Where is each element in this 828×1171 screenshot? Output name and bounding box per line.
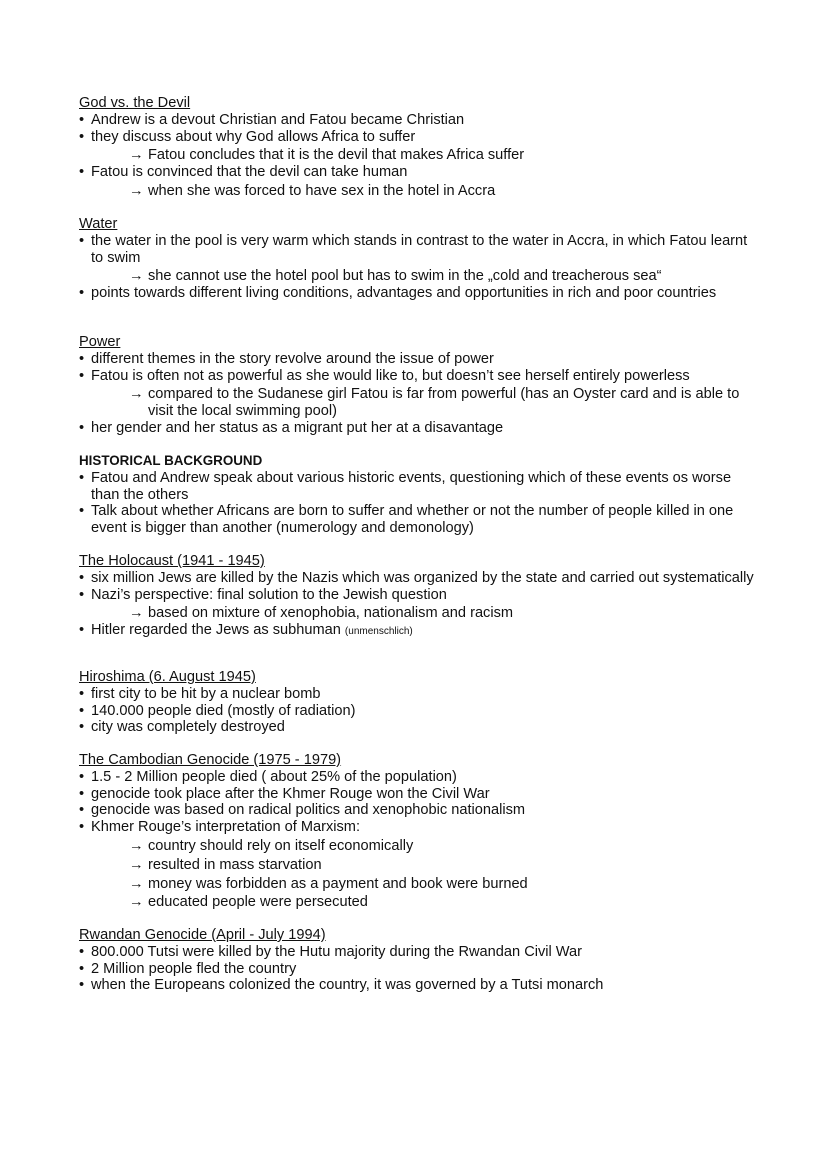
section-rwandan-genocide <box>79 927 759 994</box>
section-hiroshima <box>79 669 759 736</box>
arrow-item: → she cannot use the hotel pool but has to swim in the „cold and treacherous sea“ <box>79 268 759 285</box>
section-water <box>79 216 759 302</box>
section-heading: God vs. the Devil <box>79 95 191 111</box>
list-item: • her gender and her status as a migrant put her at a disavantage <box>79 420 759 437</box>
section-god-vs-devil <box>79 95 759 200</box>
list-item: • Khmer Rouge’s interpretation of Marxism: <box>79 819 759 836</box>
list-item: • 140.000 people died (mostly of radiation) <box>79 703 759 720</box>
list-item: • Fatou is convinced that the devil can take human <box>79 164 759 181</box>
list-item: • Fatou and Andrew speak about various historic events, questioning which of these events os worse than the others <box>79 470 759 504</box>
arrow-item: → compared to the Sudanese girl Fatou is far from powerful (has an Oyster card and is able to visit the local swimming pool) <box>79 386 759 420</box>
list-item: • first city to be hit by a nuclear bomb <box>79 686 759 703</box>
list-item: • when the Europeans colonized the country, it was governed by a Tutsi monarch <box>79 977 759 994</box>
arrow-item: → money was forbidden as a payment and book were burned <box>79 876 759 893</box>
arrow-item: → resulted in mass starvation <box>79 857 759 874</box>
list-item: • 800.000 Tutsi were killed by the Hutu majority during the Rwandan Civil War <box>79 944 759 961</box>
item-text: Hitler regarded the Jews as subhuman <box>91 622 341 639</box>
section-power <box>79 334 759 437</box>
bullet-list <box>79 112 759 200</box>
list-item: • six million Jews are killed by the Nazis which was organized by the state and carried out systematically <box>79 570 759 587</box>
section-heading: Rwandan Genocide (April - July 1994) <box>79 927 326 943</box>
bullet-list <box>79 944 759 994</box>
section-heading: The Holocaust (1941 - 1945) <box>79 553 265 569</box>
bullet-list <box>79 686 759 736</box>
list-item: • Talk about whether Africans are born to suffer and whether or not the number of people killed in one event is bigger than another (numerology and demonology) <box>79 503 759 537</box>
bullet-list <box>79 769 759 911</box>
list-item: • 1.5 - 2 Million people died ( about 25% of the population) <box>79 769 759 786</box>
section-cambodian-genocide <box>79 752 759 911</box>
bullet-list <box>79 351 759 437</box>
section-holocaust <box>79 553 759 641</box>
list-item: • Nazi’s perspective: final solution to the Jewish question <box>79 587 759 604</box>
list-item: • 2 Million people fled the country <box>79 961 759 978</box>
section-heading: Hiroshima (6. August 1945) <box>79 669 256 685</box>
list-item: • Fatou is often not as powerful as she would like to, but doesn’t see herself entirely powerless <box>79 368 759 385</box>
item-note: (unmenschlich) <box>344 626 413 638</box>
list-item: • genocide was based on radical politics and xenophobic nationalism <box>79 802 759 819</box>
arrow-item: → educated people were persecuted <box>79 894 759 911</box>
list-item: • they discuss about why God allows Africa to suffer <box>79 129 759 146</box>
list-item <box>79 622 759 641</box>
list-item: • Andrew is a devout Christian and Fatou became Christian <box>79 112 759 129</box>
bullet-list <box>79 233 759 302</box>
section-heading: Power <box>79 334 121 350</box>
arrow-item: → based on mixture of xenophobia, nationalism and racism <box>79 605 759 622</box>
list-item: • points towards different living conditions, advantages and opportunities in rich and poor countries <box>79 285 759 302</box>
bullet-list <box>79 470 759 537</box>
list-item: • genocide took place after the Khmer Rouge won the Civil War <box>79 786 759 803</box>
bullet-list <box>79 570 759 641</box>
section-historical-background <box>79 453 759 537</box>
section-heading: HISTORICAL BACKGROUND <box>79 453 263 468</box>
section-heading: The Cambodian Genocide (1975 - 1979) <box>79 752 342 768</box>
list-item: • the water in the pool is very warm which stands in contrast to the water in Accra, in which Fatou learnt to swim <box>79 233 759 267</box>
list-item: • city was completely destroyed <box>79 719 759 736</box>
arrow-item: → when she was forced to have sex in the hotel in Accra <box>79 183 759 200</box>
section-heading: Water <box>79 216 118 232</box>
arrow-item: → country should rely on itself economically <box>79 838 759 855</box>
list-item: • different themes in the story revolve around the issue of power <box>79 351 759 368</box>
arrow-item: → Fatou concludes that it is the devil that makes Africa suffer <box>79 147 759 164</box>
